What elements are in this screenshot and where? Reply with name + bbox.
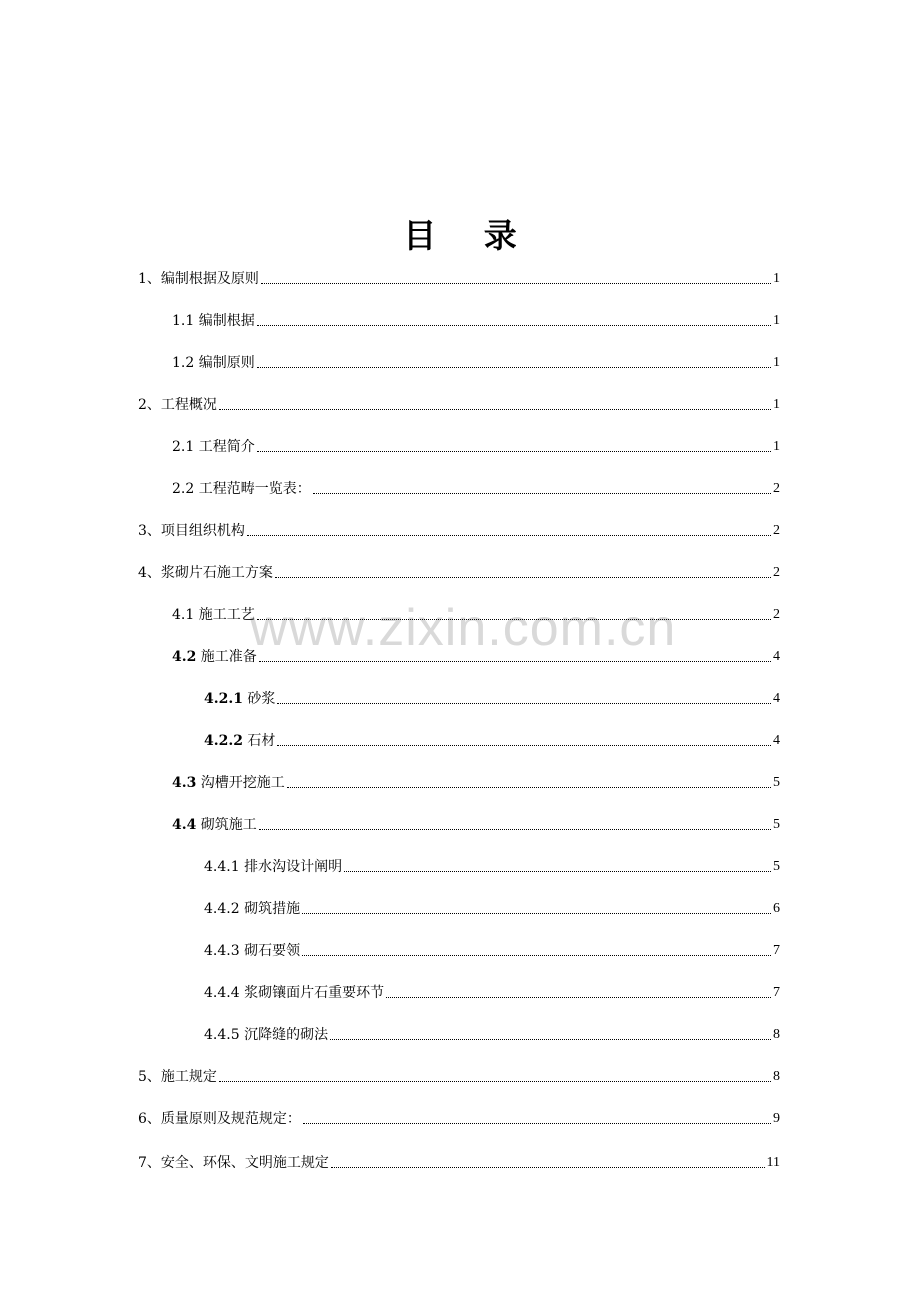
toc-entry[interactable] xyxy=(138,560,780,582)
toc-entry[interactable] xyxy=(138,1064,780,1086)
toc-page-number: 4 xyxy=(773,691,780,706)
toc-title: 目 录 xyxy=(403,216,535,255)
toc-entry[interactable] xyxy=(204,896,780,918)
toc-page-number: 8 xyxy=(773,1069,780,1084)
toc-page-number: 8 xyxy=(773,1027,780,1042)
toc-page-number: 1 xyxy=(773,313,780,328)
toc-entry[interactable] xyxy=(172,350,780,372)
toc-entry[interactable] xyxy=(138,266,780,288)
toc-entry[interactable] xyxy=(204,980,780,1002)
toc-entry[interactable] xyxy=(204,1022,780,1044)
toc-leader xyxy=(302,955,771,956)
toc-entry-text: 施工准备 xyxy=(196,649,257,665)
toc-page-number: 2 xyxy=(773,607,780,622)
toc-entry-label: 1、编制根据及原则 xyxy=(138,271,259,287)
toc-leader xyxy=(287,787,771,788)
toc-entry-label: 4.4.5 沉降缝的砌法 xyxy=(204,1027,329,1043)
toc-entry[interactable] xyxy=(138,1106,780,1128)
toc-entry-label: 4.4.3 砌石要领 xyxy=(204,943,301,959)
toc-page-number: 1 xyxy=(773,355,780,370)
toc-leader xyxy=(259,661,771,662)
toc-entry[interactable] xyxy=(204,938,780,960)
toc-page-number: 11 xyxy=(766,1155,780,1170)
toc-entry[interactable] xyxy=(172,308,780,330)
toc-page-number: 4 xyxy=(773,733,780,748)
toc-page-number: 5 xyxy=(773,817,780,832)
toc-entry-label: 6、质量原则及规范规定： xyxy=(138,1111,301,1127)
toc-page-number: 5 xyxy=(773,859,780,874)
toc-leader xyxy=(344,871,771,872)
toc-leader xyxy=(257,367,771,368)
toc-entry[interactable] xyxy=(172,602,780,624)
toc-entry-text: 石材 xyxy=(242,733,276,749)
toc-entry-label: 4.1 施工工艺 xyxy=(172,607,255,623)
toc-entry[interactable] xyxy=(172,644,780,666)
toc-leader xyxy=(386,997,771,998)
toc-entry-label xyxy=(172,648,257,666)
toc-page-number: 5 xyxy=(773,775,780,790)
toc-entry-number: 4.3 xyxy=(172,775,197,791)
toc-entry[interactable] xyxy=(172,770,780,792)
toc-leader xyxy=(219,409,771,410)
toc-page-number: 1 xyxy=(773,397,780,412)
toc-page-number: 1 xyxy=(773,271,780,286)
toc-page-number: 7 xyxy=(773,943,780,958)
toc-entry-label: 4.4.4 浆砌镶面片石重要环节 xyxy=(204,985,385,1001)
toc-entry[interactable] xyxy=(204,854,780,876)
toc-entry-number: 4.2.2 xyxy=(204,733,243,749)
toc-leader xyxy=(277,703,771,704)
toc-entry-label: 4、浆砌片石施工方案 xyxy=(138,565,273,581)
toc-entry[interactable] xyxy=(172,434,780,456)
toc-entry[interactable] xyxy=(138,1150,780,1172)
toc-leader xyxy=(247,535,771,536)
toc-entry-number: 4.4 xyxy=(172,817,197,833)
toc-leader xyxy=(330,1039,771,1040)
toc-entry-label xyxy=(172,774,285,792)
toc-entry-text: 砂浆 xyxy=(242,691,276,707)
toc-entry[interactable] xyxy=(204,686,780,708)
toc-page-number: 2 xyxy=(773,481,780,496)
toc-entry-label: 2.2 工程范畴一览表： xyxy=(172,481,311,497)
toc-entry-label: 1.1 编制根据 xyxy=(172,313,255,329)
toc-leader xyxy=(257,451,771,452)
toc-entry-text: 沟槽开挖施工 xyxy=(196,775,285,791)
toc-leader xyxy=(275,577,771,578)
toc-entry-label xyxy=(204,732,275,750)
toc-entry[interactable] xyxy=(138,518,780,540)
toc-page-number: 9 xyxy=(773,1111,780,1126)
watermark: www.zixin.com.cn xyxy=(250,599,677,657)
toc-entry-label: 2、工程概况 xyxy=(138,397,217,413)
toc-entry-label xyxy=(204,690,275,708)
toc-entry-label: 2.1 工程简介 xyxy=(172,439,255,455)
toc-entry-label xyxy=(172,816,257,834)
toc-leader xyxy=(219,1081,771,1082)
toc-leader xyxy=(331,1167,765,1168)
toc-leader xyxy=(302,913,771,914)
toc-entry-label: 4.4.2 砌筑措施 xyxy=(204,901,301,917)
toc-entry[interactable] xyxy=(138,392,780,414)
toc-page-number: 6 xyxy=(773,901,780,916)
toc-page-number: 4 xyxy=(773,649,780,664)
toc-leader xyxy=(257,619,771,620)
toc-entry[interactable] xyxy=(172,476,780,498)
toc-entry-label: 4.4.1 排水沟设计阐明 xyxy=(204,859,343,875)
toc-page-number: 1 xyxy=(773,439,780,454)
toc-leader xyxy=(257,325,771,326)
toc-leader xyxy=(277,745,771,746)
toc-entry[interactable] xyxy=(172,812,780,834)
toc-leader xyxy=(259,829,771,830)
toc-page-number: 7 xyxy=(773,985,780,1000)
toc-entry-number: 4.2 xyxy=(172,649,197,665)
toc-entry-number: 4.2.1 xyxy=(204,691,243,707)
toc-leader xyxy=(313,493,771,494)
toc-page-number: 2 xyxy=(773,523,780,538)
toc-entry-label: 5、施工规定 xyxy=(138,1069,217,1085)
toc-entry-label: 7、安全、环保、文明施工规定 xyxy=(138,1155,329,1171)
toc-page-number: 2 xyxy=(773,565,780,580)
toc-entry-label: 3、项目组织机构 xyxy=(138,523,245,539)
toc-leader xyxy=(261,283,771,284)
toc-entry-text: 砌筑施工 xyxy=(196,817,257,833)
toc-leader xyxy=(303,1123,771,1124)
toc-entry[interactable] xyxy=(204,728,780,750)
toc-entry-label: 1.2 编制原则 xyxy=(172,355,255,371)
